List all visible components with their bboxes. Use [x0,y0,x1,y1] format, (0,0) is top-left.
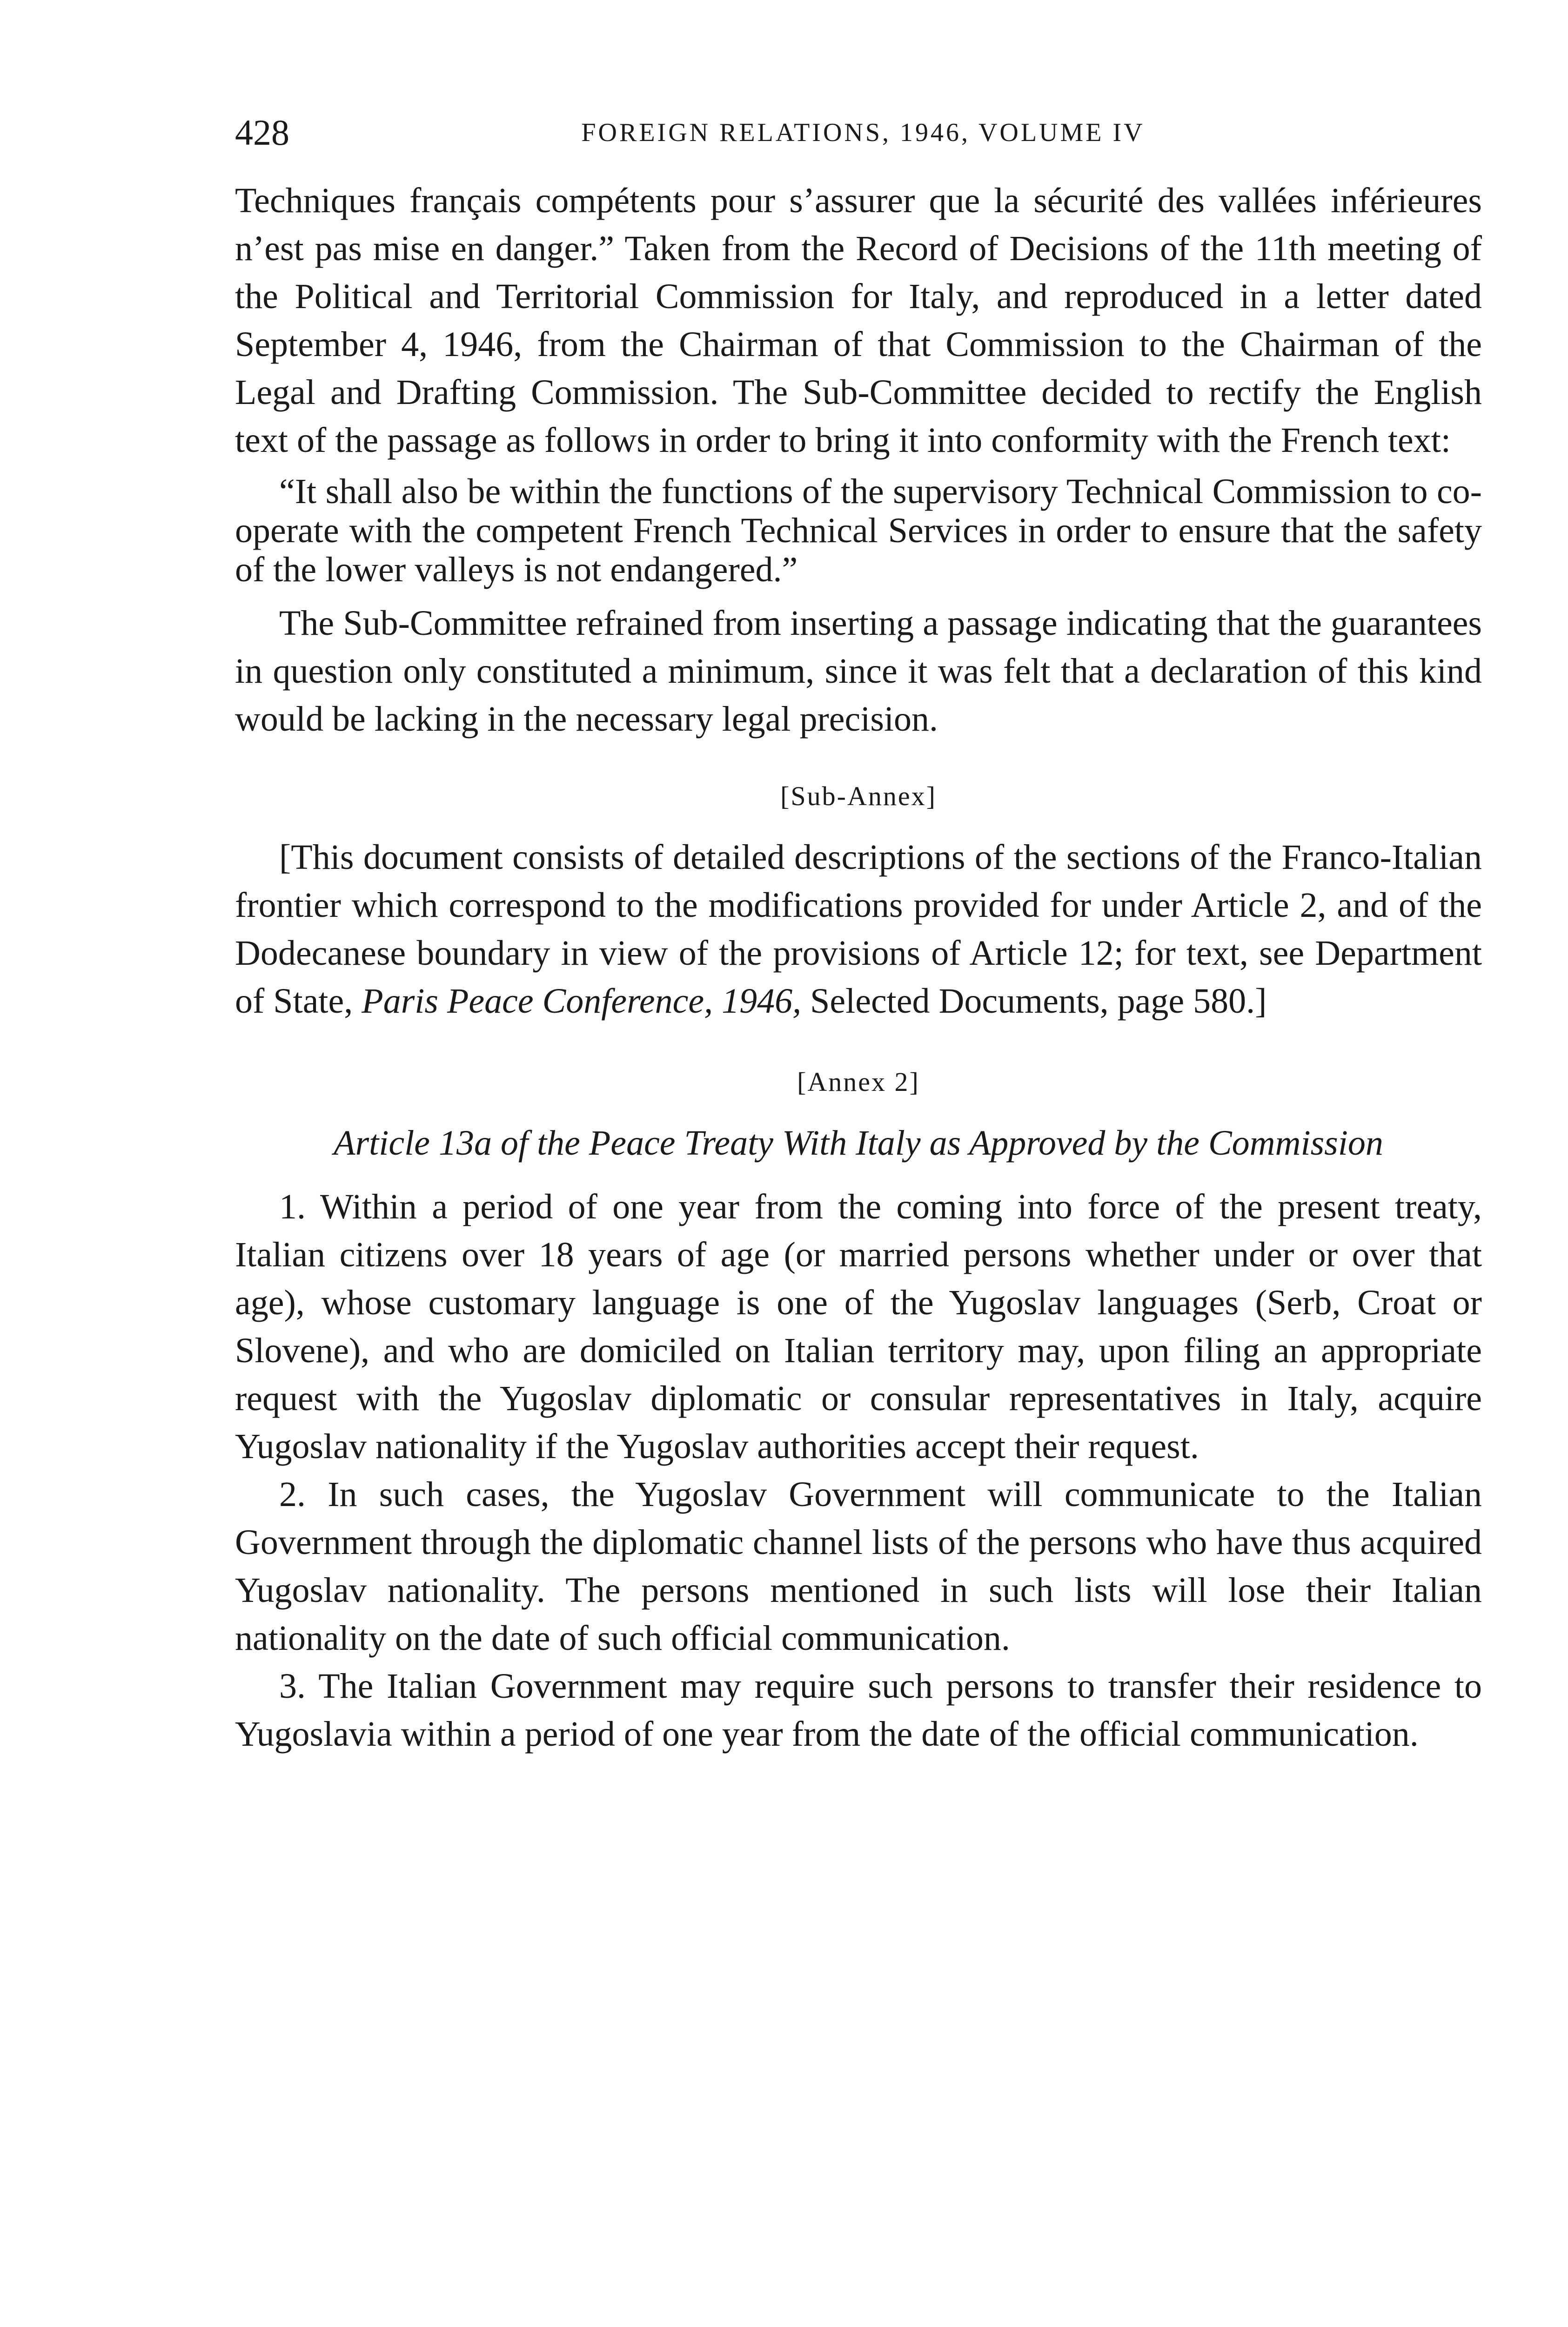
running-head: FOREIGN RELATIONS, 1946, VOLUME IV [581,118,1145,147]
block-quote: “It shall also be within the functions of the supervisory Technical Commission to co-operate with the competent French Technical Services in order to ensure that the safety of the lower valleys is not endangered.” [235,472,1482,589]
editorial-note-text-1: [This document consists of detailed descriptions of the sections of the Franco-Italian frontier which correspond to the modifications provided for under Article 2, and of the Dodecanese boundary in view of the provisions of Article 12; for text, see Department of State, [235,838,1482,1021]
page-number: 428 [235,112,289,153]
sub-annex-heading: [Sub-Annex] [780,781,937,811]
continued-paragraph: Techniques français compétents pour s’assurer que la sécurité des vallées inférieures n’est pas mise en danger.” Taken from the Record of Decisions of the 11th meeting of the Political and Territorial Commission for Italy, and reproduced in a letter dated September 4, 1946, from the Chairman of that Commission to the Chairman of the Legal and Drafting Commission. The Sub-Committee decided to rectify the English text of the passage as follows in order to bring it into conformity with the French text: [235,181,1482,460]
editorial-note-text-2: Selected Documents, page 580.] [801,982,1267,1021]
article-item-1: 1. Within a period of one year from the coming into force of the present treaty, Italian citizens over 18 years of age (or married persons whether under or over that age), whose customary language is one of the Yugoslav languages (Serb, Croat or Slovene), and who are domiciled on Italian territory may, upon filing an appropriate request with the Yugoslav diplomatic or consular representatives in Italy, acquire Yugoslav nationality if the Yugoslav authorities accept their request. [235,1187,1482,1466]
editorial-note [235,834,1482,1025]
editorial-note-title: Paris Peace Conference, 1946, [362,982,802,1021]
paragraph-sub-committee: The Sub-Committee refrained from inserting a passage indicating that the guarantees in question only constituted a minimum, since it was felt that a declaration of this kind would be lacking in the necessary legal precision. [235,604,1482,739]
article-title: Article 13a of the Peace Treaty With Italy as Approved by the Commission [334,1123,1383,1163]
page-header [235,107,1491,158]
article-item-2: 2. In such cases, the Yugoslav Government will communicate to the Italian Government through the diplomatic channel lists of the persons who have thus acquired Yugoslav nationality. The persons mentioned in such lists will lose their Italian nationality on the date of such official communication. [235,1475,1482,1658]
page-body [235,177,1482,1758]
article-item-3: 3. The Italian Government may require such persons to transfer their residence to Yugoslavia within a period of one year from the date of the official communication. [235,1667,1482,1754]
annex-heading: [Annex 2] [797,1067,920,1097]
